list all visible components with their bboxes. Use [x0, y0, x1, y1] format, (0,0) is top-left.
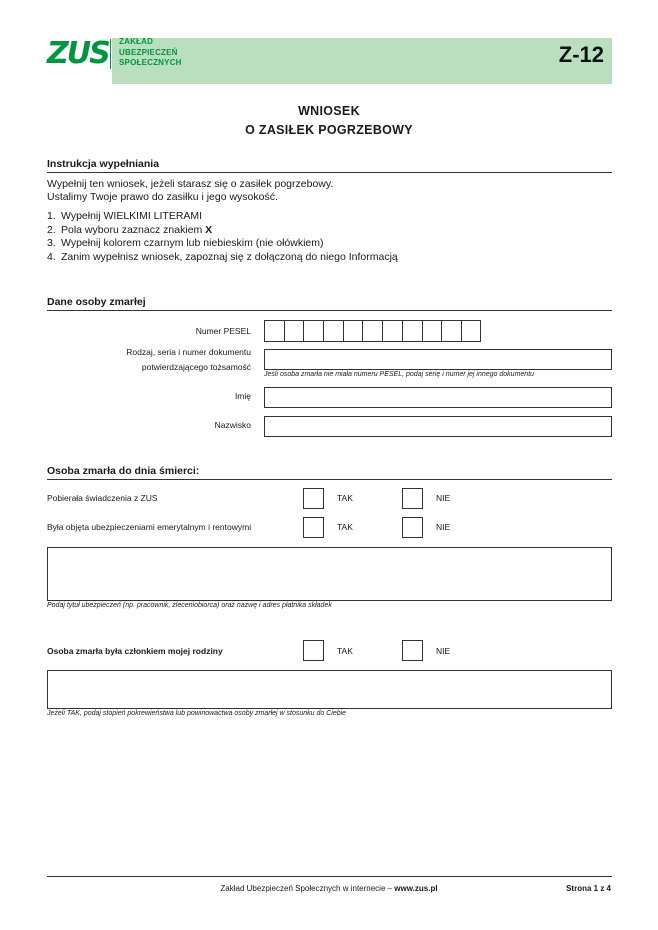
yes-label: TAK: [337, 646, 353, 656]
first-name-input[interactable]: [264, 387, 612, 408]
instructions-intro-2: Ustalimy Twoje prawo do zasiłku i jego wysokość.: [47, 191, 278, 203]
logo-name: [119, 37, 182, 69]
page-number: Strona 1 z 4: [566, 884, 611, 893]
no-label: NIE: [436, 522, 451, 532]
section-rule: [47, 310, 612, 311]
document-label-line-2: potwierdzającego tożsamość: [141, 362, 251, 372]
instruction-text: Zanim wypełnisz wniosek, zapoznaj się z dołączoną do niego Informacją: [61, 250, 398, 263]
deceased-heading: Dane osoby zmarłej: [47, 296, 146, 308]
form-code: Z-12: [558, 42, 604, 67]
until-death-heading: Osoba zmarła do dnia śmierci:: [47, 465, 200, 477]
logo-line-2: UBEZPIECZEŃ: [119, 47, 178, 57]
section-rule: [47, 479, 612, 480]
insurance-no-checkbox[interactable]: [402, 517, 423, 538]
zus-benefits-no-checkbox[interactable]: [402, 488, 423, 509]
document-hint: Jeśli osoba zmarła nie miała numeru PESEL, podaj serię i numer jej innego dokumentu: [264, 371, 535, 378]
insurance-details-hint: Podaj tytuł ubezpieczeń (np. pracownik, zleceniobiorca) oraz nazwę i adres płatnika składek: [47, 602, 332, 609]
form-title-line-2: O ZASIŁEK POGRZEBOWY: [245, 123, 413, 137]
relationship-hint: Jeżeli TAK, podaj stopień pokrewieństwa lub powinowactwa osoby zmarłej w stosunku do Ciebie: [47, 710, 347, 717]
zus-benefits-question: Pobierała świadczenia z ZUS: [47, 493, 158, 503]
instruction-item: [47, 210, 398, 224]
instruction-number: 1.: [47, 210, 56, 222]
instruction-mark: X: [205, 223, 213, 236]
insurance-question: Była objęta ubezpieczeniami emerytalnym i rentowymi: [47, 522, 252, 532]
pesel-digit-cell[interactable]: [362, 320, 382, 342]
form-title-line-1: WNIOSEK: [298, 104, 360, 118]
instructions-heading: Instrukcja wypełniania: [47, 158, 160, 170]
pesel-digit-cell[interactable]: [441, 320, 461, 342]
document-label-line-1: Rodzaj, seria i numer dokumentu: [126, 347, 251, 357]
footer-rule: [47, 876, 612, 877]
instructions-list: [47, 210, 398, 264]
pesel-digit-cell[interactable]: [323, 320, 343, 342]
zus-logo-mark: ZUS: [47, 36, 109, 71]
family-member-yes-checkbox[interactable]: [303, 640, 324, 661]
family-member-question: Osoba zmarła była członkiem mojej rodziny: [47, 646, 223, 656]
pesel-digit-cell[interactable]: [284, 320, 304, 342]
instructions-intro-1: Wypełnij ten wniosek, jeżeli starasz się o zasiłek pogrzebowy.: [47, 178, 334, 190]
last-name-label: Nazwisko: [214, 420, 251, 430]
pesel-digit-cell[interactable]: [343, 320, 363, 342]
relationship-textarea[interactable]: [47, 670, 612, 709]
instruction-number: 2.: [47, 223, 56, 236]
logo-divider: [110, 39, 111, 69]
pesel-digit-cell[interactable]: [461, 320, 481, 342]
instruction-item: [47, 224, 398, 238]
insurance-yes-checkbox[interactable]: [303, 517, 324, 538]
first-name-label: Imię: [234, 391, 251, 401]
no-label: NIE: [436, 493, 451, 503]
instruction-number: 4.: [47, 250, 56, 263]
instruction-text: Wypełnij WIELKIMI LITERAMI: [61, 210, 203, 222]
pesel-digit-cell[interactable]: [303, 320, 323, 342]
pesel-digit-cell[interactable]: [402, 320, 422, 342]
instruction-item: [47, 251, 398, 265]
instruction-text: Wypełnij kolorem czarnym lub niebieskim (nie ołówkiem): [61, 237, 324, 249]
logo-line-1: ZAKŁAD: [119, 37, 154, 46]
instruction-number: 3.: [47, 237, 56, 249]
yes-label: TAK: [337, 522, 353, 532]
zus-logo: [47, 37, 197, 73]
pesel-digit-cell[interactable]: [382, 320, 402, 342]
document-input[interactable]: [264, 349, 612, 370]
section-rule: [47, 172, 612, 173]
no-label: NIE: [436, 646, 451, 656]
insurance-details-textarea[interactable]: [47, 547, 612, 601]
pesel-digit-cell[interactable]: [422, 320, 442, 342]
pesel-digit-cell[interactable]: [264, 320, 284, 342]
pesel-input[interactable]: [264, 320, 481, 342]
logo-line-3: SPOŁECZNYCH: [119, 58, 182, 67]
pesel-label: Numer PESEL: [195, 326, 251, 336]
instruction-item: [47, 237, 398, 251]
family-member-no-checkbox[interactable]: [402, 640, 423, 661]
last-name-input[interactable]: [264, 416, 612, 437]
footer-text: [0, 884, 658, 893]
footer-url-link[interactable]: www.zus.pl: [394, 884, 438, 893]
yes-label: TAK: [337, 493, 353, 503]
footer-prefix: Zakład Ubezpieczeń Społecznych w internecie –: [220, 884, 395, 893]
zus-benefits-yes-checkbox[interactable]: [303, 488, 324, 509]
instruction-text: Pola wyboru zaznacz znakiem: [61, 223, 206, 236]
